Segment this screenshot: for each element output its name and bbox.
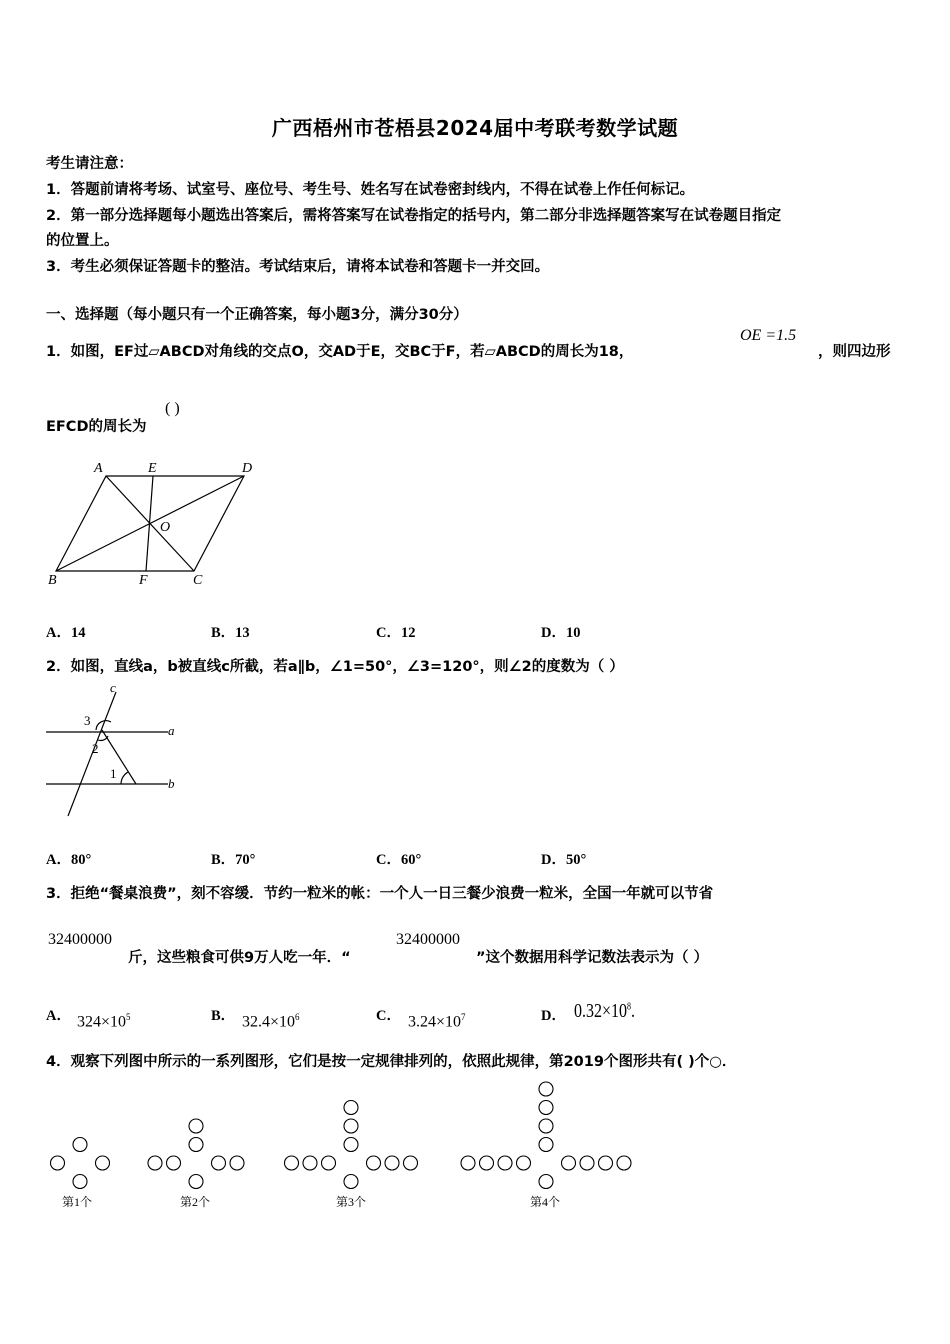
pattern-circle bbox=[498, 1156, 512, 1170]
pattern-circle bbox=[167, 1156, 181, 1170]
pattern-circle bbox=[189, 1175, 203, 1189]
q3-number-2: 32400000 bbox=[396, 931, 460, 948]
pattern-circle bbox=[539, 1119, 553, 1133]
angle-1-arc bbox=[121, 772, 128, 784]
label-b-line: b bbox=[168, 776, 175, 791]
q1-text: 1．如图，EF过▱ABCD对角线的交点O，交AD于E，交BC于F，若▱ABCD的周长为18， bbox=[46, 344, 634, 360]
pattern-circle bbox=[539, 1138, 553, 1152]
pattern-circle bbox=[73, 1138, 87, 1152]
pattern-circle bbox=[580, 1156, 594, 1170]
q3-option-b-label: B． bbox=[211, 1008, 236, 1024]
caption-figure-2: 第2个 bbox=[180, 1195, 211, 1209]
pattern-circle bbox=[562, 1156, 576, 1170]
q1-line2: EFCD的周长为 bbox=[46, 419, 147, 435]
pattern-circle bbox=[189, 1119, 203, 1133]
q2-text: 2．如图，直线a，b被直线c所截，若a∥b，∠1=50°，∠3=120°，则∠2的度数为（ ） bbox=[46, 659, 624, 675]
pattern-circle bbox=[344, 1138, 358, 1152]
pattern-circle bbox=[385, 1156, 399, 1170]
pattern-circle bbox=[73, 1175, 87, 1189]
q4-text: 4．观察下列图中所示的一系列图形，它们是按一定规律排列的，依照此规律，第2019个图形共有( )个○． bbox=[46, 1054, 737, 1070]
pattern-circle bbox=[539, 1082, 553, 1096]
q1-option-a: A．14 bbox=[46, 625, 86, 641]
pattern-circle bbox=[344, 1175, 358, 1189]
label-f: F bbox=[139, 573, 148, 588]
q3-option-b-value: $32.4\times 10^6$ bbox=[242, 1012, 300, 1031]
pattern-circle bbox=[617, 1156, 631, 1170]
q3-text-mid: 斤，这些粮食可供9万人吃一年．“ bbox=[128, 950, 351, 966]
q3-option-c-label: C． bbox=[376, 1008, 401, 1024]
label-angle-1: 1 bbox=[110, 766, 117, 781]
pattern-circle bbox=[461, 1156, 475, 1170]
label-a-line: a bbox=[168, 723, 175, 738]
q3-text-line1: 3．拒绝“餐桌浪费”，刻不容缓．节约一粒米的帐：一个人一日三餐少浪费一粒米，全国一年就可以节省 bbox=[46, 886, 714, 902]
notice-item-2: 2．第一部分选择题每小题选出答案后，需将答案写在试卷指定的括号内，第二部分非选择题答案写在试卷题目指定 bbox=[46, 208, 782, 224]
pattern-circle bbox=[212, 1156, 226, 1170]
label-a: A bbox=[94, 461, 103, 476]
segment-ef bbox=[146, 476, 153, 571]
pattern-circle bbox=[480, 1156, 494, 1170]
pattern-circle bbox=[189, 1138, 203, 1152]
label-o: O bbox=[160, 520, 171, 535]
q2-option-a: A．80° bbox=[46, 852, 92, 868]
q2-option-d: D．50° bbox=[541, 852, 587, 868]
q3-option-c-value: $3.24\times 10^7$ bbox=[408, 1012, 466, 1031]
pattern-circle bbox=[96, 1156, 110, 1170]
pattern-circle bbox=[517, 1156, 531, 1170]
notice-item-1: 1．答题前请将考场、试室号、座位号、考生号、姓名写在试卷密封线内，不得在试卷上作任何标记。 bbox=[46, 182, 695, 198]
label-angle-2: 2 bbox=[92, 741, 99, 756]
label-angle-3: 3 bbox=[84, 713, 91, 728]
notice-item-3: 3．考生必须保证答题卡的整洁。考试结束后，请将本试卷和答题卡一并交回。 bbox=[46, 259, 550, 275]
q1-answer-bracket: ( ) bbox=[165, 400, 180, 417]
pattern-circle bbox=[404, 1156, 418, 1170]
pattern-circle bbox=[344, 1119, 358, 1133]
pattern-circle bbox=[230, 1156, 244, 1170]
q2-parallel-lines-figure bbox=[44, 680, 184, 820]
label-b: B bbox=[48, 573, 57, 588]
q1-option-c: C．12 bbox=[376, 625, 416, 641]
pattern-circle bbox=[539, 1175, 553, 1189]
pattern-circle bbox=[148, 1156, 162, 1170]
q3-option-d-value: $0.32\times 10^8$. bbox=[574, 1000, 636, 1022]
q3-number-1: 32400000 bbox=[48, 931, 112, 948]
q1-option-d: D．10 bbox=[541, 625, 581, 641]
caption-figure-4: 第4个 bbox=[530, 1195, 561, 1209]
pattern-circle bbox=[599, 1156, 613, 1170]
label-c-line: c bbox=[110, 680, 116, 695]
pattern-circle bbox=[539, 1101, 553, 1115]
section-heading: 一、选择题（每小题只有一个正确答案，每小题3分，满分30分） bbox=[46, 307, 468, 323]
q4-circle-pattern-figure bbox=[40, 1075, 640, 1215]
q3-text-end: ”这个数据用科学记数法表示为（ ） bbox=[476, 950, 709, 966]
pattern-circle bbox=[344, 1101, 358, 1115]
q3-option-a-value: $324\times 10^5$ bbox=[77, 1012, 131, 1031]
pattern-circle bbox=[51, 1156, 65, 1170]
caption-figure-1: 第1个 bbox=[62, 1195, 93, 1209]
caption-figure-3: 第3个 bbox=[336, 1195, 367, 1209]
pattern-circle bbox=[322, 1156, 336, 1170]
q2-option-c: C．60° bbox=[376, 852, 422, 868]
q1-formula: OE =1.5 bbox=[740, 327, 797, 344]
pattern-circle bbox=[285, 1156, 299, 1170]
q3-option-a-label: A． bbox=[46, 1008, 71, 1024]
notice-heading: 考生请注意： bbox=[46, 156, 133, 172]
page-title: 广西梧州市苍梧县2024届中考联考数学试题 bbox=[271, 116, 679, 140]
label-c: C bbox=[193, 573, 203, 588]
pattern-circle bbox=[367, 1156, 381, 1170]
q1-option-b: B．13 bbox=[211, 625, 250, 641]
notice-item-2-cont: 的位置上。 bbox=[46, 233, 119, 249]
label-e: E bbox=[148, 461, 157, 476]
q1-parallelogram-figure bbox=[44, 458, 264, 590]
pattern-circle bbox=[303, 1156, 317, 1170]
q3-option-d-label: D． bbox=[541, 1008, 566, 1024]
q1-text-end: ，则四边形 bbox=[818, 344, 891, 360]
q2-option-b: B．70° bbox=[211, 852, 256, 868]
label-d: D bbox=[242, 461, 253, 476]
